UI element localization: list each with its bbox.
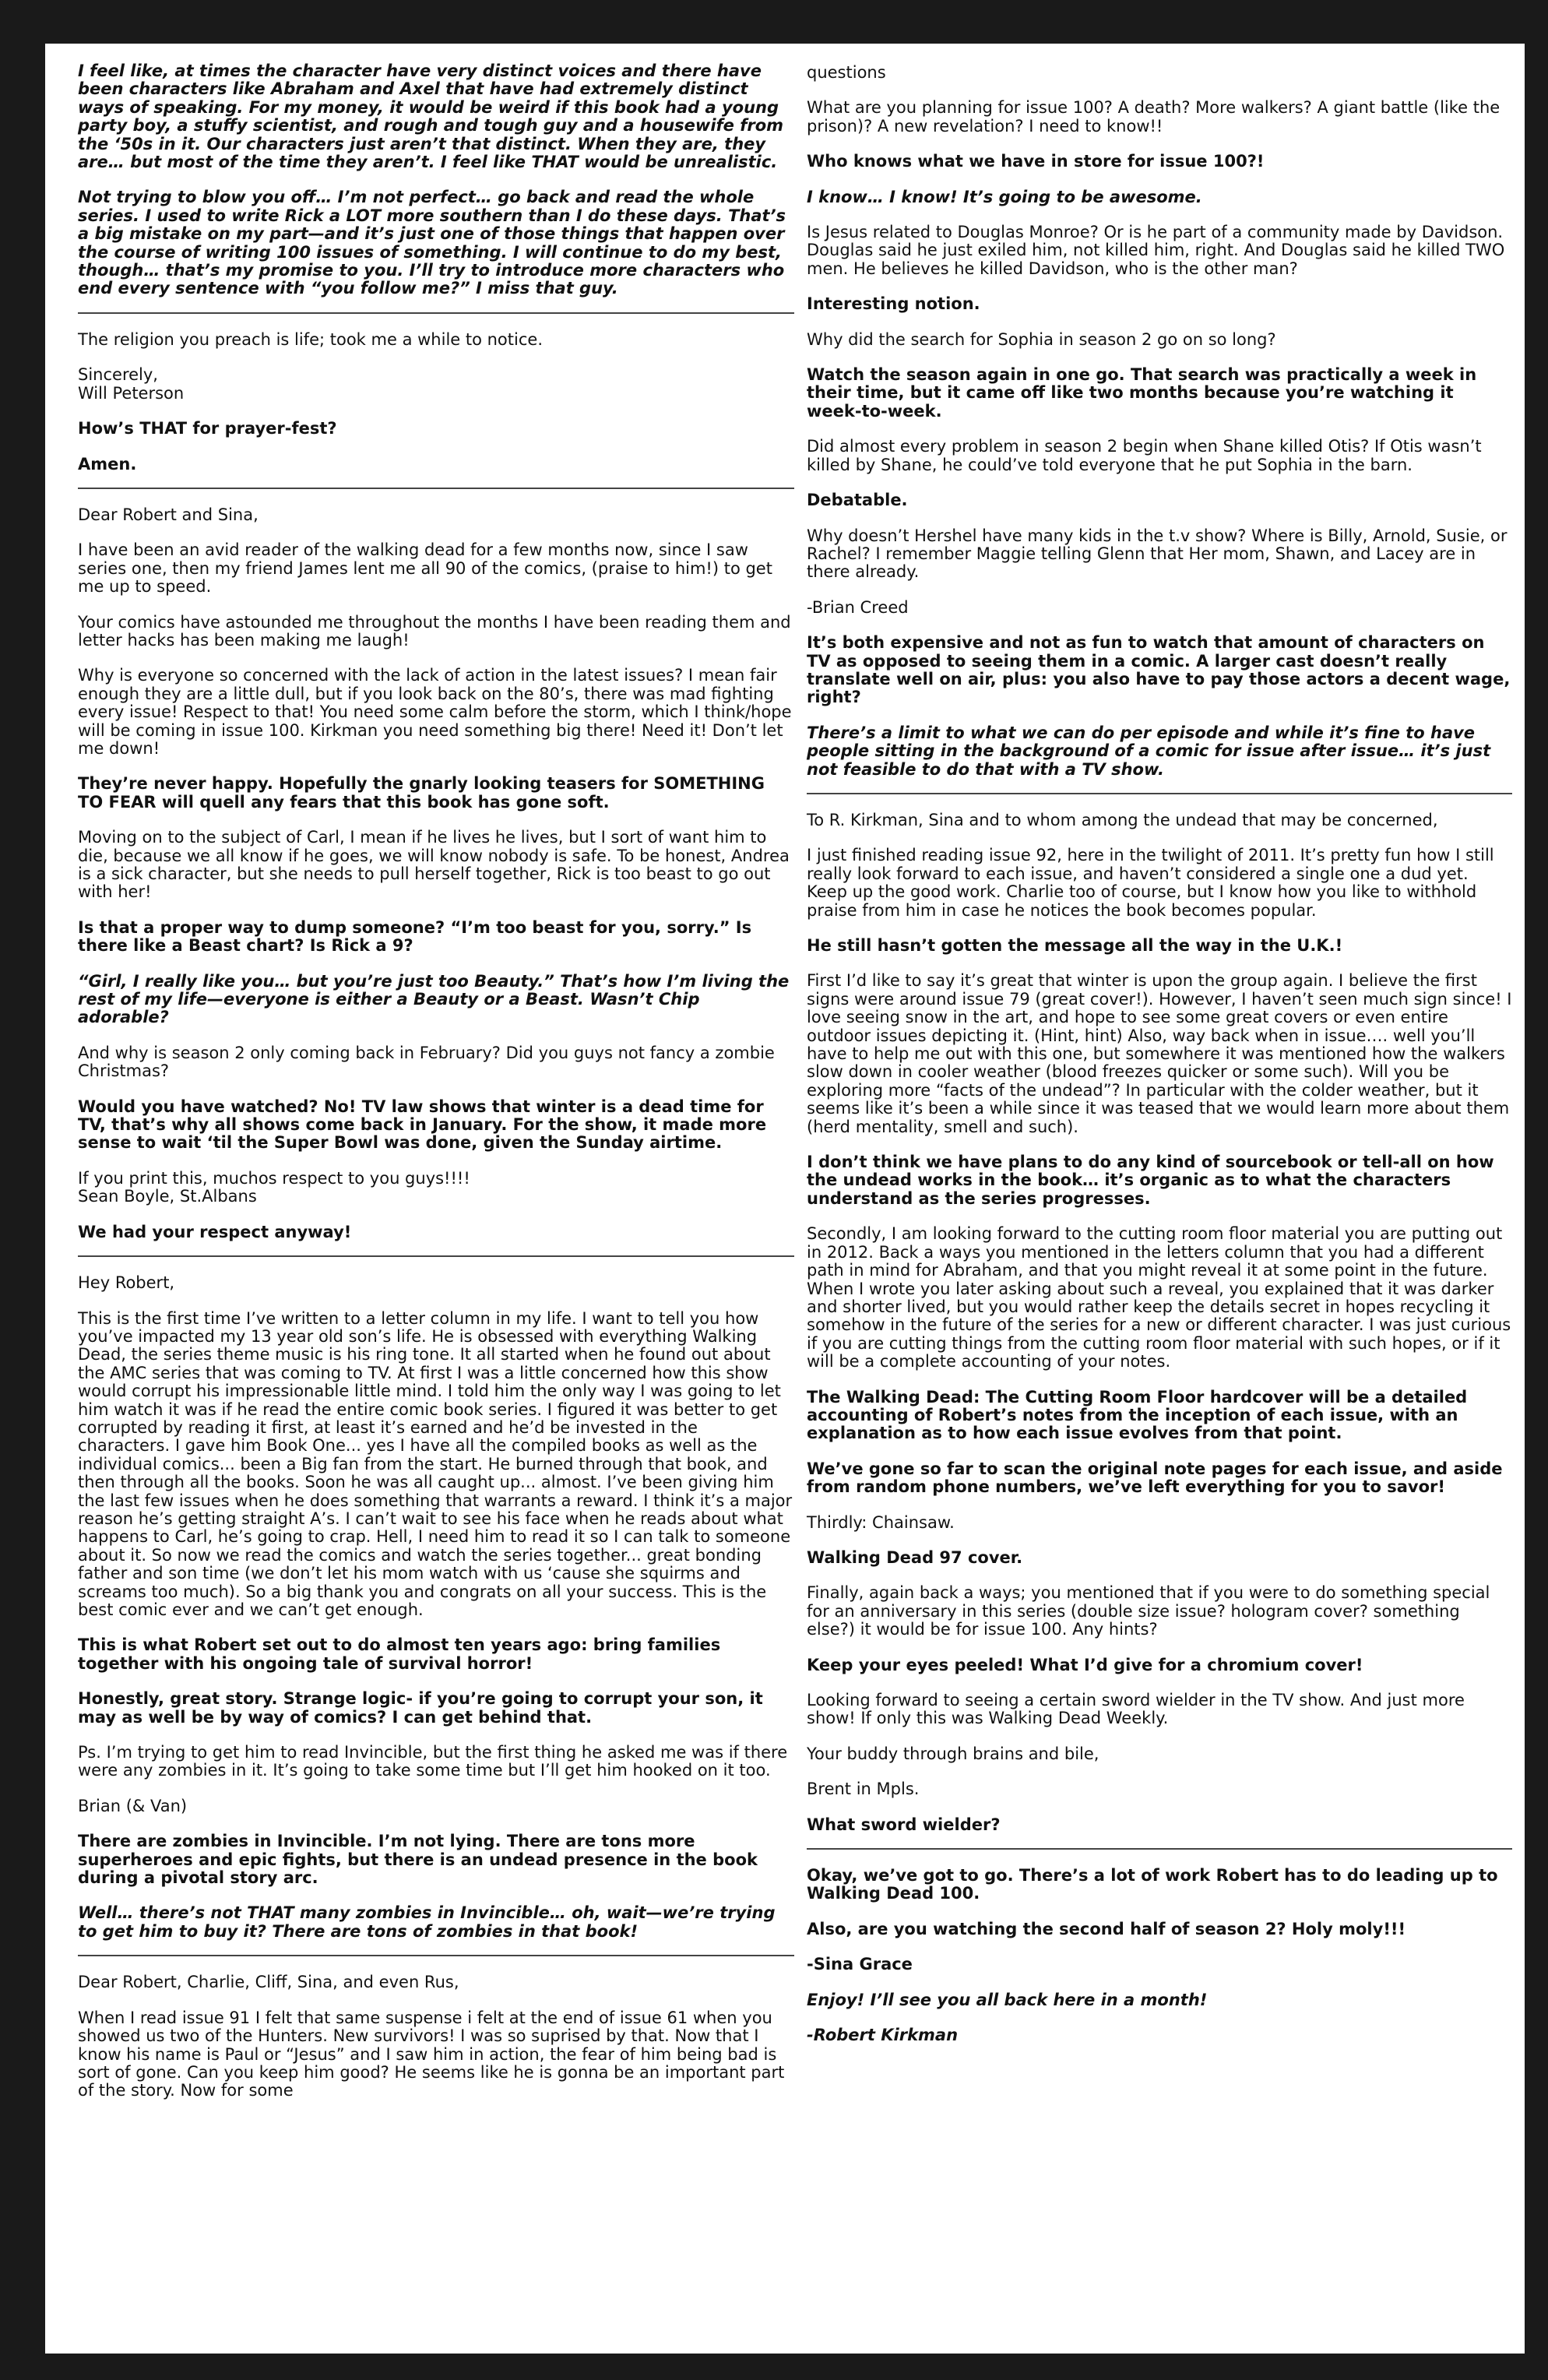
separator-rule xyxy=(78,1255,794,1257)
editor-reply: We’ve gone so far to scan the original note pages for each issue, and aside from random phone numbers, we’ve left everything for you to savor! xyxy=(807,1459,1503,1497)
editor-reply: We had your respect anyway! xyxy=(78,1222,352,1241)
letter-paragraph: To R. Kirkman, Sina and to whom among the undead that may be concerned, xyxy=(807,810,1438,829)
letter-paragraph: Finally, again back a ways; you mentioned that if you were to do something special for an anniversary in this series (double size issue? hologram cover? something else?) it would be for issue 100. Any hints? xyxy=(807,1583,1490,1639)
letter-paragraph: The religion you preach is life; took me a while to notice. xyxy=(78,329,543,349)
letter-paragraph: Moving on to the subject of Carl, I mean if he lives he lives, but I sort of want him to die, because we all know if he goes, we will know nobody is safe. To be honest, Andrea is a sick character, but she needs to pull herself together, Rick is too beast to go out with her! xyxy=(78,828,790,902)
editor-reply: They’re never happy. Hopefully the gnarly looking teasers for SOMETHING TO FEAR will quell any fears that this book has gone soft. xyxy=(78,774,765,812)
letter-paragraph: Looking forward to seeing a certain sword wielder in the TV show. And just more show! If only this was Walking Dead Weekly. xyxy=(807,1691,1465,1728)
letter-paragraph: Is Jesus related to Douglas Monroe? Or is he part of a community made by Davidson. Douglas said he just exiled him, not killed him, right. And Douglas said he killed TWO men. He believes he killed Davidson, who is the other man? xyxy=(807,223,1505,278)
editor-reply: Walking Dead 97 cover. xyxy=(807,1547,1023,1567)
letter-paragraph: And why is season 2 only coming back in February? Did you guys not fancy a zombie Christmas? xyxy=(78,1043,775,1081)
separator-rule xyxy=(807,1848,1512,1850)
editor-reply: -Sina Grace xyxy=(807,1955,913,1974)
letter-paragraph: questions xyxy=(807,63,886,82)
editor-reply: Well… there’s not THAT many zombies in Invincible… oh, wait—we’re trying to get him to buy it? There are tons of zombies in that book! xyxy=(78,1903,776,1941)
separator-rule xyxy=(78,312,794,314)
letter-paragraph: Sincerely, Will Peterson xyxy=(78,365,185,403)
editor-reply: -Robert Kirkman xyxy=(807,2026,959,2045)
letter-paragraph: I have been an avid reader of the walking dead for a few months now, since I saw series one, then my friend James lent me all 90 of the comics, (praise to him!) to get me up to speed. xyxy=(78,540,772,597)
editor-reply: Also, are you watching the second half of season 2? Holy moly!!! xyxy=(807,1919,1406,1938)
editor-reply: I know… I know! It’s going to be awesome. xyxy=(807,187,1202,206)
separator-rule xyxy=(78,488,794,489)
editor-reply: Okay, we’ve got to go. There’s a lot of work Robert has to do leading up to Walking Dead 100. xyxy=(807,1866,1498,1903)
editor-reply: Enjoy! I’ll see you all back here in a month! xyxy=(807,1990,1208,2009)
letter-paragraph: Ps. I’m trying to get him to read Invincible, but the first thing he asked me was if there were any zombies in it. It’s going to take some time but I’ll get him hooked on it too. xyxy=(78,1743,788,1780)
editor-reply: There’s a limit to what we can do per episode and while it’s fine to have people sitting in the background of a comic for issue after issue… it’s just not feasible to do that with a TV show. xyxy=(807,723,1491,779)
letter-paragraph: What are you planning for issue 100? A death? More walkers? A giant battle (like the prison)? A new revelation? I need to know!! xyxy=(807,98,1501,136)
editor-reply: There are zombies in Invincible. I’m not lying. There are tons more superheroes and epic fights, but there is an undead presence in the book during a pivotal story arc. xyxy=(78,1832,758,1888)
letter-paragraph: First I’d like to say it’s great that winter is upon the group again. I believe the first signs were around issue 79 (great cover!). However, I haven’t seen much sign since! I love seeing snow in the art, and hope to see some great covers or even entire outdoor issues depicting it. (Hint, hint) Also, way back when in issue…. well you’ll have to help me out with this one, but somewhere it was mentioned how the walkers slow down in cooler weather (blood freezes quicker or some such). Will you be exploring more “facts of the undead”? In particular with the colder weather, but it seems like it’s been a while since it was teased that we would learn more about them (herd mentality, smell and such). xyxy=(807,971,1512,1136)
editor-reply: It’s both expensive and not as fun to watch that amount of characters on TV as opposed to seeing them in a comic. A larger cast doesn’t really translate well on air, plus: you also have to pay those actors a decent wage, right? xyxy=(807,633,1511,707)
editor-reply: Is that a proper way to dump someone? “I’m too beast for you, sorry.” Is there like a Beast chart? Is Rick a 9? xyxy=(78,917,752,956)
editor-reply: Debatable. xyxy=(807,491,908,510)
editor-reply: What sword wielder? xyxy=(807,1815,1001,1834)
letter-paragraph: Did almost every problem in season 2 begin when Shane killed Otis? If Otis wasn’t killed by Shane, he could’ve told everyone that he put Sophia in the barn. xyxy=(807,437,1482,474)
letter-paragraph: Why did the search for Sophia in season 2 go on so long? xyxy=(807,329,1276,349)
editor-reply: Would you have watched? No! TV law shows that winter is a dead time for TV, that’s why all shows come back in January. For the show, it made more sense to wait ‘til the Super Bowl was done, given the Sunday airtime. xyxy=(78,1097,767,1153)
separator-rule xyxy=(807,793,1512,794)
letter-paragraph: Dear Robert and Sina, xyxy=(78,505,259,524)
editor-reply: Who knows what we have in store for issue 100?! xyxy=(807,152,1265,171)
editor-reply: Keep your eyes peeled! What I’d give for a chromium cover! xyxy=(807,1655,1363,1674)
letter-paragraph: If you print this, muchos respect to you guys!!!! Sean Boyle, St.Albans xyxy=(78,1168,470,1206)
left-column xyxy=(78,62,794,2118)
editor-reply: How’s THAT for prayer-fest? xyxy=(78,419,337,438)
letter-paragraph: This is the first time I’ve written to a letter column in my life. I want to tell you how you’ve impacted my 13 year old son’s life. He is obsessed with everything Walking Dead, the series theme music is his ring tone. It all started when he found out about the AMC series that was coming to TV. At first I was a little concerned how this show would corrupt his impressionable little mind. I told him the only way I was going to let him watch it was if he read the entire comic book series. I figured it was better to get corrupted by reading it first, at least it’s earned and he’d be invested in the characters. I gave him Book One... yes I have all the compiled books as well as the individual comics... been a Big fan from the start. He burned through that book, and then through all the books. Soon he was all caught up... almost. I’ve been giving him the last few issues when he does something that warrants a reward. I think it’s a major reason he’s getting straight A’s. I can’t wait to see his face when he reads about what happens to Carl, he’s going to crap. Hell, I need him to read it so I can talk to someone about it. So now we read the comics and watch the series together... great bonding father and son time (we don’t let his mom watch with us ‘cause she squirms and screams too much). So a big thank you and congrats on all your success. This is the best comic ever and we can’t get enough. xyxy=(78,1308,793,1619)
letter-paragraph: -Brian Creed xyxy=(807,597,909,617)
letter-paragraph: Your buddy through brains and bile, xyxy=(807,1744,1099,1763)
editor-reply: Amen. xyxy=(78,454,137,474)
right-column xyxy=(807,64,1512,2061)
separator-rule xyxy=(78,1955,794,1956)
letter-paragraph: Hey Robert, xyxy=(78,1273,175,1293)
editor-reply: He still hasn’t gotten the message all the way in the U.K.! xyxy=(807,936,1343,955)
letter-paragraph: Your comics have astounded me throughout the months I have been reading them and letter hacks has been making me laugh! xyxy=(78,612,791,650)
editor-reply: “Girl, I really like you… but you’re just too Beauty.” That’s how I’m living the rest of my life—everyone is either a Beauty or a Beast. Wasn’t Chip adorable? xyxy=(78,971,790,1027)
letter-paragraph: Brent in Mpls. xyxy=(807,1780,920,1799)
letter-paragraph: Dear Robert, Charlie, Cliff, Sina, and even Rus, xyxy=(78,1973,459,1992)
editor-reply: I don’t think we have plans to do any kind of sourcebook or tell-all on how the undead works in the book… it’s organic as to what the characters understand as the series progresses. xyxy=(807,1153,1494,1208)
letter-paragraph: Why doesn’t Hershel have many kids in the t.v show? Where is Billy, Arnold, Susie, or Rachel? I remember Maggie telling Glenn that Her mom, Shawn, and Lacey are in there already. xyxy=(807,526,1508,582)
editor-reply: I feel like, at times the character have very distinct voices and there have been characters like Abraham and Axel that have had extremely distinct ways of speaking. For my money, it would be weird if this book had a young party boy, a stuffy scientist, and rough and tough guy and a housewife from the ‘50s in it. Our characters just aren’t that distinct. When they are, they are… but most of the time they aren’t. I feel like THAT would be unrealistic. xyxy=(78,62,784,172)
letters-page xyxy=(45,44,1525,2354)
editor-reply: This is what Robert set out to do almost ten years ago: bring families together with his ongoing tale of survival horror! xyxy=(78,1635,721,1673)
letter-paragraph: Secondly, I am looking forward to the cutting room floor material you are putting out in 2012. Back a ways you mentioned in the letters column that you had a different path in mind for Abraham, and that you might reveal it at some point in the future. When I wrote you later asking about such a reveal, you explained that it was darker and shorter lived, but you would rather keep the details secret in hopes recycling it somehow in the future of the series for a new or different character. I was just curious if you are cutting things from the cutting room floor material with such hopes, or if it will be a complete accounting of your notes. xyxy=(807,1224,1511,1371)
editor-reply: Interesting notion. xyxy=(807,294,980,314)
letter-paragraph: When I read issue 91 I felt that same suspense i felt at the end of issue 61 when you showed us two of the Hunters. New survivors! I was so suprised by that. Now that I know his name is Paul or “Jesus” and I saw him in action, the fear of him being bad is sort of gone. Can you keep him good? He seems like he is gonna be an important part of the story. Now for some xyxy=(78,2008,785,2100)
editor-reply: The Walking Dead: The Cutting Room Floor hardcover will be a detailed accounting of Robert’s notes from the inception of each issue, with an explanation as to how each issue evolves from that point. xyxy=(807,1387,1468,1443)
letter-paragraph: Thirdly: Chainsaw. xyxy=(807,1512,955,1532)
editor-reply: Watch the season again in one go. That search was practically a week in their time, but it came off like two months because you’re watching it week-to-week. xyxy=(807,365,1477,421)
editor-reply: Honestly, great story. Strange logic- if you’re going to corrupt your son, it may as well be by way of comics? I can get behind that. xyxy=(78,1689,763,1727)
letter-paragraph: I just finished reading issue 92, here in the twilight of 2011. It’s pretty fun how I still really look forward to each issue, and haven’t considered a single one a dud yet. Keep up the good work. Charlie too of course, but I know how you like to withhold praise from him in case he notices the book becomes popular. xyxy=(807,846,1494,920)
letter-paragraph: Why is everyone so concerned with the lack of action in the latest issues? I mean fair enough they are a little dull, but if you look back on the 80’s, there was mad fighting every issue! Respect to that! You need some calm before the storm, which I think/hope will be coming in issue 100. Kirkman you need something big there! Need it! Don’t let me down! xyxy=(78,666,792,758)
letter-paragraph: Brian (& Van) xyxy=(78,1796,188,1815)
editor-reply: Not trying to blow you off… I’m not perfect… go back and read the whole series. I used to write Rick a LOT more southern than I do these days. That’s a big mistake on my part—and it’s just one of those things that happen over the course of writing 100 issues of something. I will continue to do my best, though… that’s my promise to you. I’ll try to introduce more characters who end every sentence with “you follow me?” I miss that guy. xyxy=(78,188,786,298)
